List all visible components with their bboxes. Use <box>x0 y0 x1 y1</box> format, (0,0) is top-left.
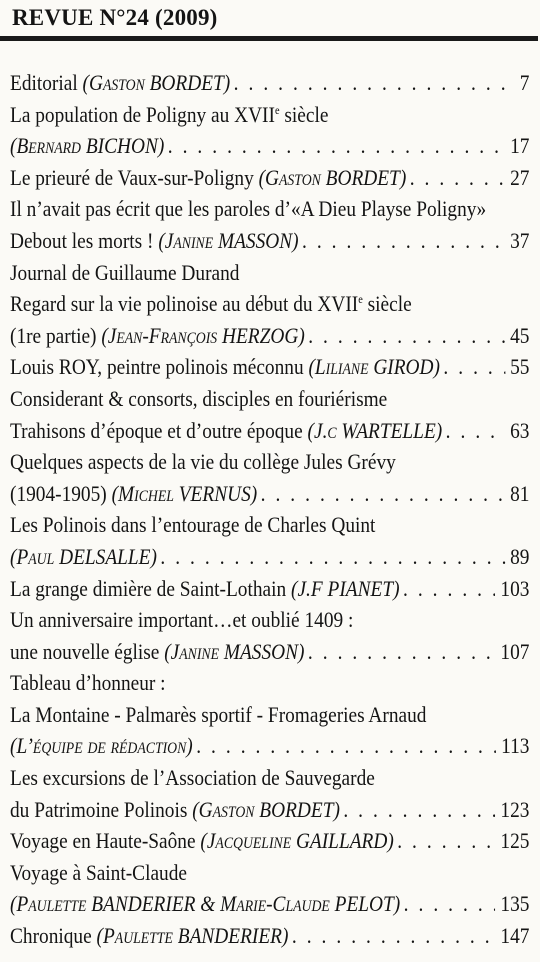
toc-title: Voyage en Haute-Saône <box>10 828 201 854</box>
toc-page-number: 27 <box>510 164 530 190</box>
toc-title: (1re partie) <box>10 322 102 348</box>
toc-leader-dots <box>196 730 496 762</box>
toc-entry <box>10 67 529 99</box>
toc-title: Le prieuré de Vaux-sur-Poligny <box>10 164 259 190</box>
toc-title-superscript: e <box>358 292 363 307</box>
toc-entry-text <box>10 288 412 320</box>
toc-title-continued: siècle <box>362 291 412 317</box>
toc-leader-dots <box>343 794 495 826</box>
toc-page-number: 107 <box>500 638 530 664</box>
toc-entry <box>10 446 529 478</box>
toc-entry <box>10 130 529 162</box>
toc-entry-text <box>10 730 193 762</box>
toc-page-number: 63 <box>510 417 530 443</box>
toc-author: (Paul DELSALLE) <box>10 543 157 569</box>
toc-author: (Liliane GIROD) <box>308 354 440 380</box>
toc-entry-text <box>10 604 353 636</box>
toc-page-number: 17 <box>510 133 530 159</box>
toc-title: Trahisons d’époque et d’outre époque <box>10 417 308 443</box>
toc-author: (J.c WARTELLE) <box>307 417 443 443</box>
toc-author: (Gaston BORDET) <box>192 796 340 822</box>
toc-title: Les excursions de l’Association de Sauvegarde <box>10 765 375 791</box>
toc-entry-text <box>10 130 164 162</box>
toc-page-number: 37 <box>510 227 530 253</box>
toc-entry-text <box>10 320 305 352</box>
toc-entry <box>10 920 529 952</box>
toc-entry-text <box>10 794 340 826</box>
toc-leader-dots <box>397 825 495 857</box>
toc-entry-text <box>10 541 157 573</box>
toc-title: Un anniversaire important…et oublié 1409 : <box>10 607 354 633</box>
toc-leader-dots <box>404 888 496 920</box>
toc-title: Tableau d’honneur : <box>10 670 166 696</box>
toc-entry <box>10 509 529 541</box>
toc-entry-text <box>10 383 387 415</box>
toc-entry-text <box>10 99 328 131</box>
toc-entry-text <box>10 351 440 383</box>
toc-title: Chronique <box>10 923 97 949</box>
toc-entry <box>10 888 529 920</box>
toc-author: (Gaston BORDET) <box>258 164 407 190</box>
toc-entry-text <box>10 509 375 541</box>
toc-title: du Patrimoine Polinois <box>10 796 193 822</box>
toc-title: Considerant & consorts, disciples en fouriérisme <box>10 385 388 411</box>
toc-title: La Montaine - Palmarès sportif - Fromageries Arnaud <box>10 701 427 727</box>
toc-entry <box>10 162 529 194</box>
toc-author: (Paulette BANDERIER) <box>96 923 289 949</box>
toc-entry <box>10 573 529 605</box>
toc-author: (Janine MASSON) <box>164 638 305 664</box>
toc-entry <box>10 193 529 225</box>
toc-entry <box>10 541 529 573</box>
toc-entry <box>10 351 529 383</box>
toc-entry-text <box>10 573 400 605</box>
toc-title: Voyage à Saint-Claude <box>10 859 187 885</box>
toc-entry <box>10 699 529 731</box>
toc-page-number: 147 <box>500 923 530 949</box>
toc-author: (Gaston BORDET) <box>82 70 231 95</box>
toc-entry <box>10 257 529 289</box>
toc-title-continued: siècle <box>279 101 329 127</box>
toc-entry <box>10 857 529 889</box>
toc-page-number: 81 <box>510 480 530 506</box>
toc-title: Quelques aspects de la vie du collège Jules Grévy <box>10 449 396 475</box>
toc-title: Regard sur la vie polinoise au début du XVII <box>10 291 359 317</box>
toc-entry <box>10 99 529 131</box>
toc-title: La grange dimière de Saint-Lothain <box>10 575 292 601</box>
toc-entry-text <box>10 415 442 447</box>
toc-author: (Jean-François HERZOG) <box>101 322 305 348</box>
toc-title: (1904-1905) <box>10 480 112 506</box>
toc-page-number: 113 <box>501 733 530 759</box>
toc-author: (J.F PIANET) <box>291 575 400 601</box>
toc-page-number: 7 <box>519 70 530 95</box>
toc-page-number: 89 <box>510 543 530 569</box>
toc-entry-text <box>10 888 400 920</box>
toc-leader-dots <box>160 541 505 573</box>
toc-entry-text <box>10 225 299 257</box>
toc-entry-text <box>10 667 166 699</box>
toc-leader-dots <box>234 67 515 99</box>
toc-entry <box>10 383 529 415</box>
toc-entry <box>10 604 529 636</box>
toc-author: (Paulette BANDERIER & Marie-Claude PELOT) <box>10 891 401 917</box>
toc-title: La population de Poligny au XVII <box>10 101 275 127</box>
toc-author: (Bernard BICHON) <box>10 133 165 159</box>
toc-author: (Michel VERNUS) <box>111 480 258 506</box>
toc-leader-dots <box>308 636 495 668</box>
toc-entry <box>10 415 529 447</box>
toc-entry <box>10 636 529 668</box>
toc-title: Debout les morts ! <box>10 227 159 253</box>
toc-entry-text <box>10 857 187 889</box>
toc-author: (Jacqueline GAILLARD) <box>200 828 394 854</box>
toc-author: (L’équipe de rédaction) <box>10 733 193 759</box>
toc-leader-dots <box>261 478 505 510</box>
toc-entry-text <box>10 478 257 510</box>
toc-entry <box>10 288 529 320</box>
toc-author: (Janine MASSON) <box>158 227 299 253</box>
toc-title: une nouvelle église <box>10 638 165 664</box>
toc-leader-dots <box>403 573 495 605</box>
toc-entry <box>10 225 529 257</box>
table-of-contents <box>10 67 530 952</box>
toc-entry-text <box>10 699 426 731</box>
toc-entry <box>10 667 529 699</box>
toc-leader-dots <box>446 415 505 447</box>
toc-entry-text <box>10 920 288 952</box>
toc-title: Journal de Guillaume Durand <box>10 259 240 285</box>
toc-title: Les Polinois dans l’entourage de Charles Quint <box>10 512 376 538</box>
toc-page-number: 135 <box>500 891 530 917</box>
toc-title: Louis ROY, peintre polinois méconnu <box>10 354 309 380</box>
toc-entry-text <box>10 446 396 478</box>
toc-entry <box>10 762 529 794</box>
toc-entry-text <box>10 162 406 194</box>
toc-page-number: 45 <box>510 322 530 348</box>
revue-title: REVUE N°24 (2009) <box>12 5 218 30</box>
toc-entry-text <box>10 193 486 225</box>
toc-entry <box>10 730 529 762</box>
toc-leader-dots <box>292 920 495 952</box>
toc-leader-dots <box>168 130 505 162</box>
toc-entry-text <box>10 825 394 857</box>
toc-entry <box>10 794 529 826</box>
toc-entry-text <box>10 257 239 289</box>
header-rule <box>0 36 538 41</box>
toc-page-number: 103 <box>500 575 530 601</box>
toc-entry <box>10 478 529 510</box>
toc-title: Editorial <box>10 70 83 95</box>
toc-entry-text <box>10 636 304 668</box>
toc-page-number: 55 <box>510 354 530 380</box>
toc-entry <box>10 825 529 857</box>
toc-leader-dots <box>302 225 505 257</box>
toc-entry-text <box>10 762 375 794</box>
toc-leader-dots <box>410 162 505 194</box>
toc-leader-dots <box>443 351 505 383</box>
toc-leader-dots <box>308 320 505 352</box>
toc-page-number: 125 <box>500 828 530 854</box>
toc-page-number: 123 <box>500 796 530 822</box>
toc-entry-text <box>10 67 230 99</box>
toc-entry <box>10 320 529 352</box>
toc-title-superscript: e <box>274 102 280 117</box>
toc-title: Il n’avait pas écrit que les paroles d’«A Dieu Playse Poligny» <box>10 196 487 222</box>
